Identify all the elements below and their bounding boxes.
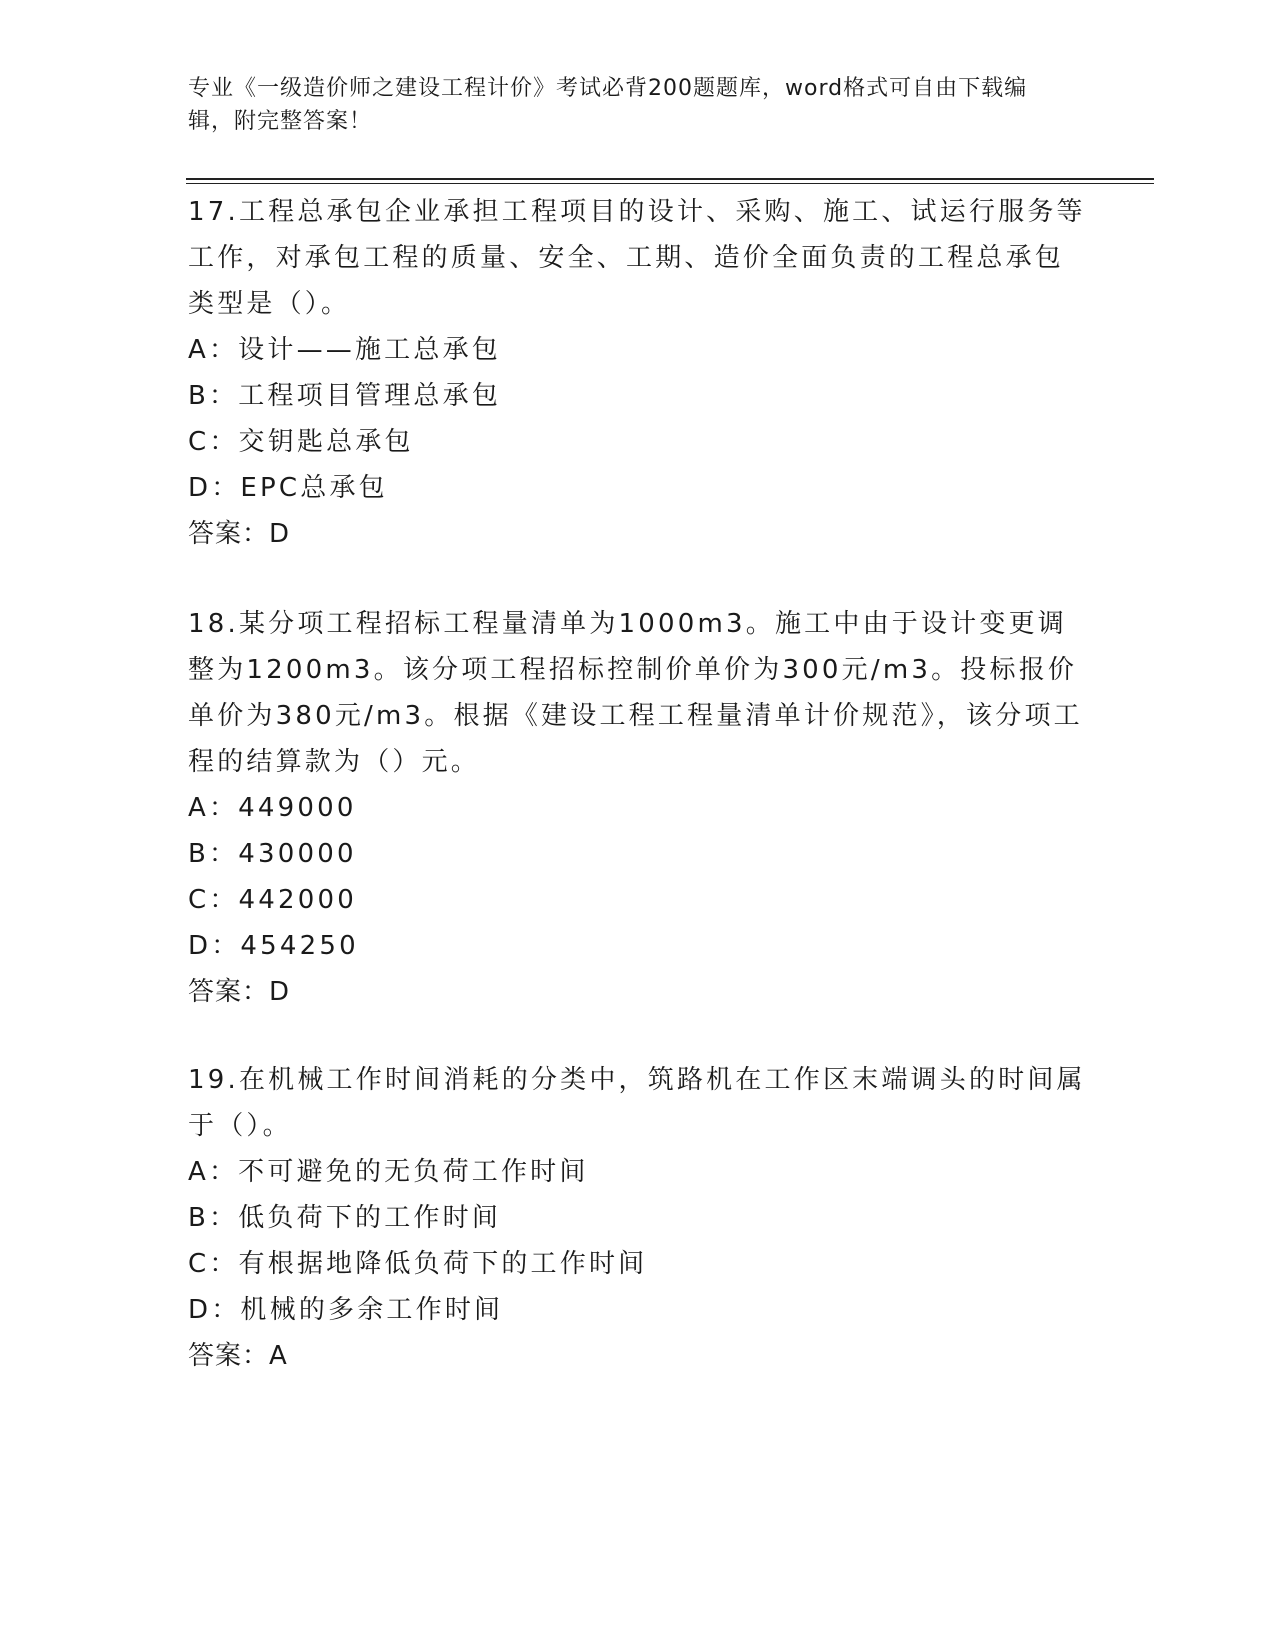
question-18 [188,601,1088,1015]
answer-line: 答案：D [188,977,291,1007]
document-intro: 专业《一级造价师之建设工程计价》考试必背200题题库，word格式可自由下载编辑，附完整答案！ [188,76,1028,134]
option-b: B：工程项目管理总承包 [188,381,502,411]
question-stem: 18.某分项工程招标工程量清单为1000m3。施工中由于设计变更调整为1200m3。该分项工程招标控制价单价为300元/m3。投标报价单价为380元/m3。根据《建设工程工程量清单计价规范》，该分项工程的结算款为（）元。 [188,609,1083,777]
option-d: D：454250 [188,931,359,961]
option-c: C：442000 [188,885,358,915]
option-a: A：设计——施工总承包 [188,335,501,365]
option-d: D：机械的多余工作时间 [188,1295,504,1325]
answer-line: 答案：A [188,1341,288,1371]
option-a: A：不可避免的无负荷工作时间 [188,1157,589,1187]
question-stem: 17.工程总承包企业承担工程项目的设计、采购、施工、试运行服务等工作，对承包工程的质量、安全、工期、造价全面负责的工程总承包类型是（）。 [188,197,1086,319]
option-d: D：EPC总承包 [188,473,388,503]
option-c: C：有根据地降低负荷下的工作时间 [188,1249,648,1279]
header-divider-thin [186,183,1154,184]
option-a: A：449000 [188,793,357,823]
header-divider-thick [186,178,1154,180]
question-stem: 19.在机械工作时间消耗的分类中，筑路机在工作区末端调头的时间属于（）。 [188,1065,1086,1141]
question-17 [188,189,1088,557]
answer-line: 答案：D [188,519,291,549]
question-19 [188,1057,1088,1379]
option-c: C：交钥匙总承包 [188,427,414,457]
option-b: B：430000 [188,839,357,869]
option-b: B：低负荷下的工作时间 [188,1203,502,1233]
